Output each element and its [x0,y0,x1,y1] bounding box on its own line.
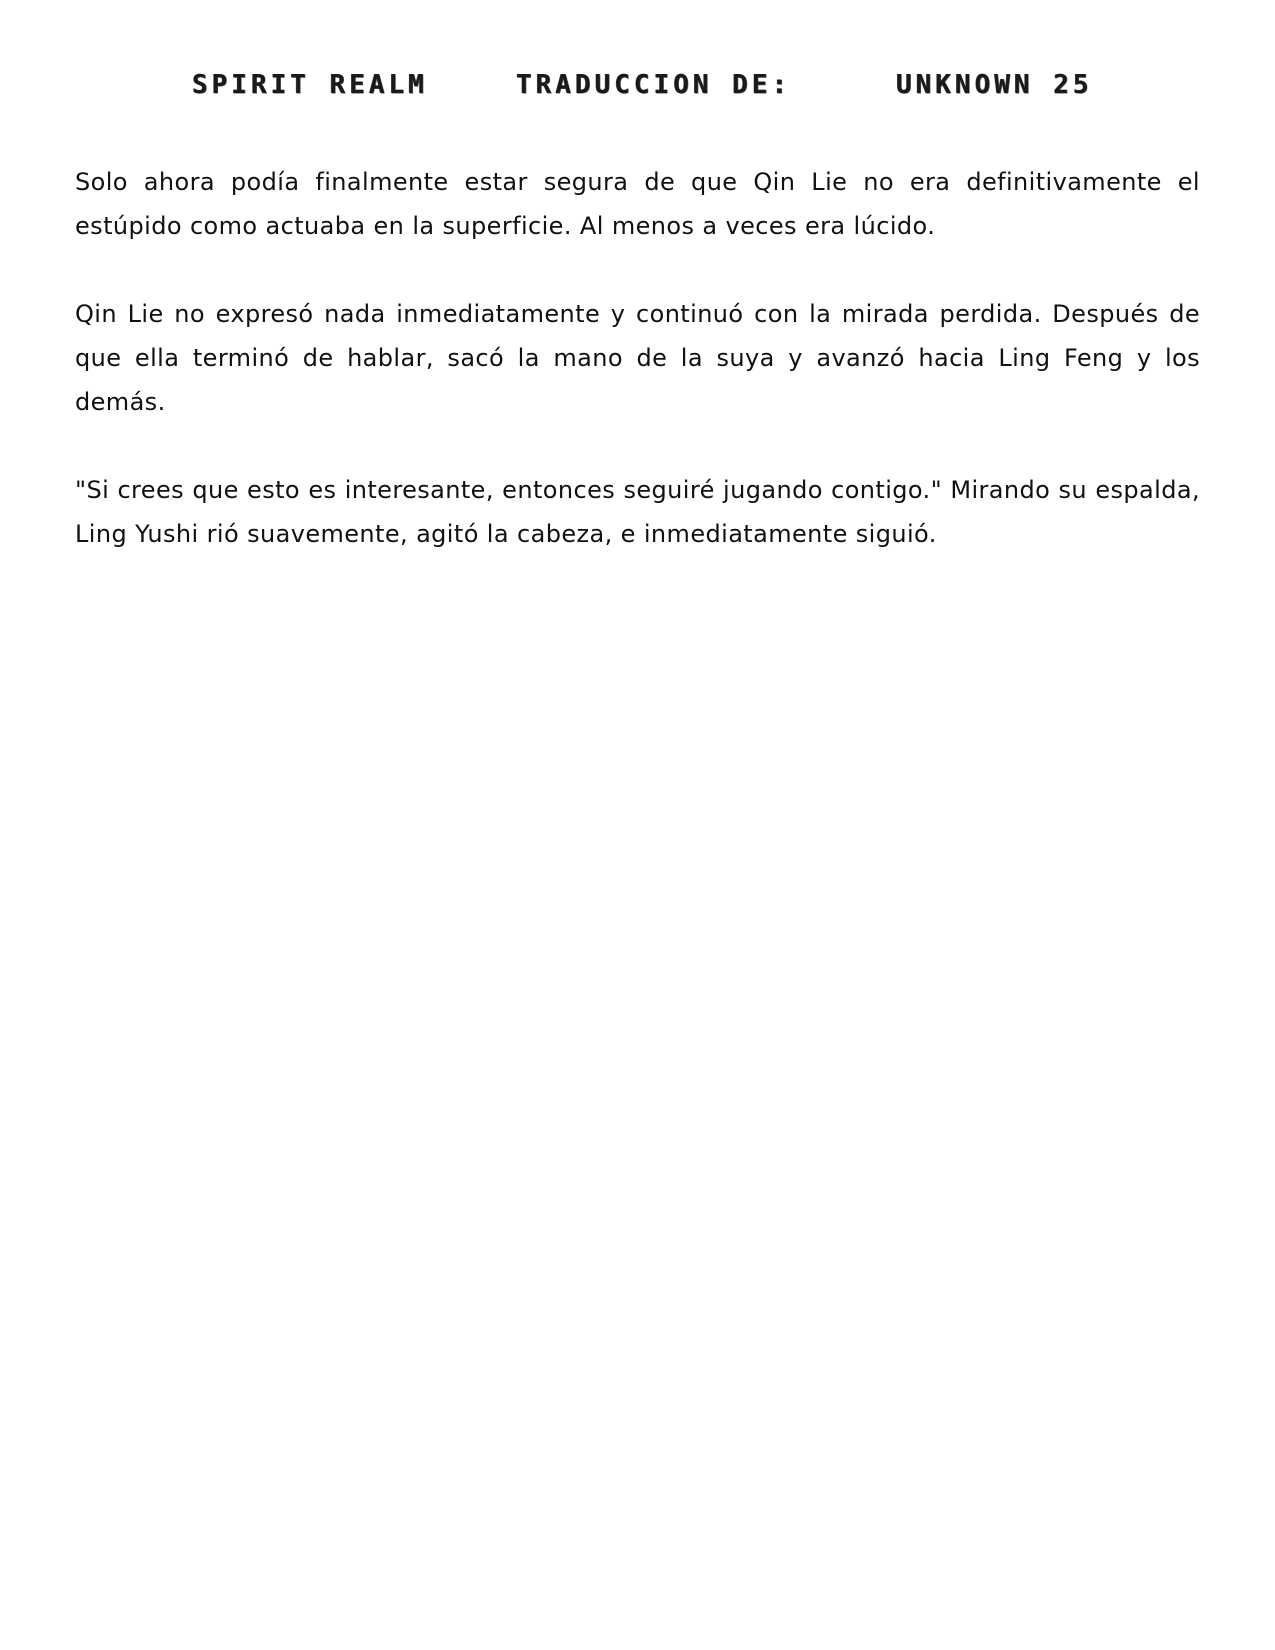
header-translation-label: TRADUCCION DE: [516,70,792,100]
paragraph-2: Qin Lie no expresó nada inmediatamente y continuó con la mirada perdida. Después de que ella terminó de hablar, sacó la mano de la suya y avanzó hacia Ling Feng y los demás. [75,300,1200,416]
document-body [75,160,1200,600]
header-translator: UNKNOWN 25 [896,70,1093,100]
page-header [0,70,1275,110]
paragraph-3: "Si crees que esto es interesante, entonces seguiré jugando contigo." Mirando su espalda, Ling Yushi rió suavemente, agitó la cabeza, e inmediatamente siguió. [75,476,1200,548]
header-title: SPIRIT REALM [192,70,428,100]
paragraph-1: Solo ahora podía finalmente estar segura de que Qin Lie no era definitivamente el estúpido como actuaba en la superficie. Al menos a veces era lúcido. [75,168,1200,240]
